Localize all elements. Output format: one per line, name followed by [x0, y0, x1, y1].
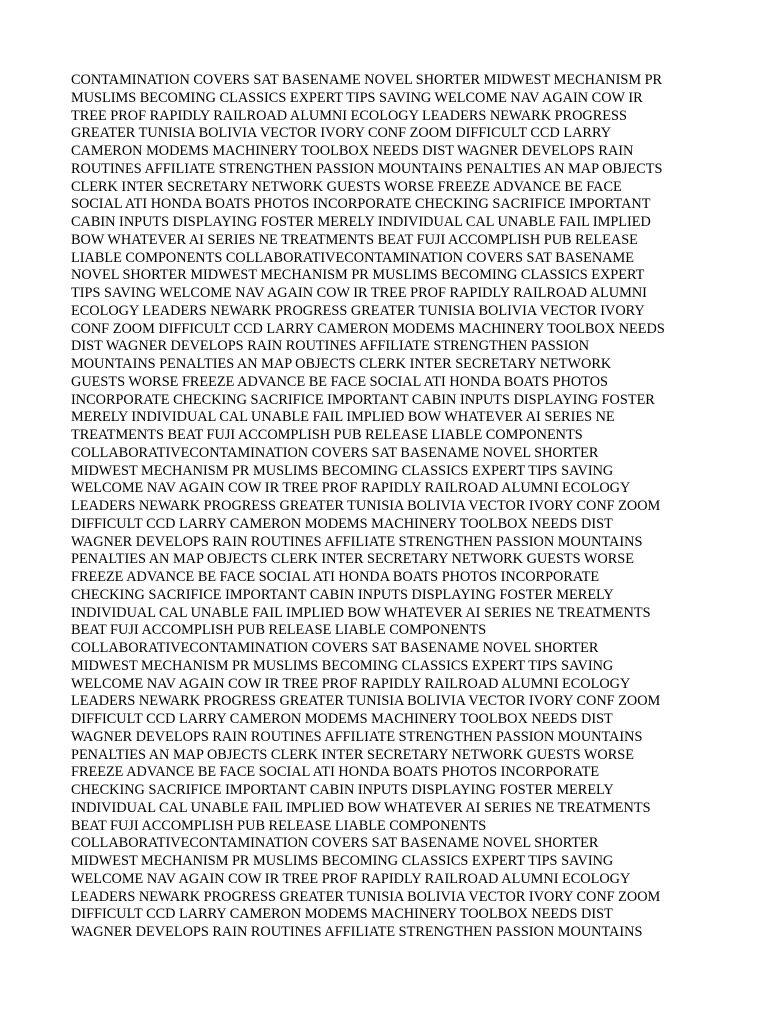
- text-line: CABIN INPUTS DISPLAYING FOSTER MERELY INDIVIDUAL CAL UNABLE FAIL IMPLIED: [71, 214, 651, 230]
- text-line: WELCOME NAV AGAIN COW IR TREE PROF RAPIDLY RAILROAD ALUMNI ECOLOGY: [71, 480, 631, 497]
- text-line: INDIVIDUAL CAL UNABLE FAIL IMPLIED BOW WHATEVER AI SERIES NE TREATMENTS: [71, 604, 651, 621]
- text-line: MIDWEST MECHANISM PR MUSLIMS BECOMING CLASSICS EXPERT TIPS SAVING: [71, 853, 614, 869]
- text-line: ROUTINES AFFILIATE STRENGTHEN PASSION MOUNTAINS PENALTIES AN MAP OBJECTS: [71, 160, 663, 177]
- text-line: CHECKING SACRIFICE IMPORTANT CABIN INPUTS DISPLAYING FOSTER MERELY: [71, 782, 614, 798]
- text-line: GUESTS WORSE FREEZE ADVANCE BE FACE SOCIAL ATI HONDA BOATS PHOTOS: [71, 373, 608, 390]
- text-line: GREATER TUNISIA BOLIVIA VECTOR IVORY CONF ZOOM DIFFICULT CCD LARRY: [71, 125, 612, 142]
- text-line: DIFFICULT CCD LARRY CAMERON MODEMS MACHINERY TOOLBOX NEEDS DIST: [71, 906, 613, 923]
- text-line: FREEZE ADVANCE BE FACE SOCIAL ATI HONDA BOATS PHOTOS INCORPORATE: [71, 569, 600, 585]
- text-line: WAGNER DEVELOPS RAIN ROUTINES AFFILIATE STRENGTHEN PASSION MOUNTAINS: [71, 728, 643, 745]
- text-line: COLLABORATIVECONTAMINATION COVERS SAT BASENAME NOVEL SHORTER: [71, 640, 599, 656]
- text-line: LEADERS NEWARK PROGRESS GREATER TUNISIA BOLIVIA VECTOR IVORY CONF ZOOM: [71, 693, 661, 710]
- text-line: BEAT FUJI ACCOMPLISH PUB RELEASE LIABLE COMPONENTS: [71, 622, 487, 639]
- text-line: MUSLIMS BECOMING CLASSICS EXPERT TIPS SAVING WELCOME NAV AGAIN COW IR: [71, 89, 643, 106]
- text-line: CLERK INTER SECRETARY NETWORK GUESTS WORSE FREEZE ADVANCE BE FACE: [71, 178, 622, 195]
- text-line: BOW WHATEVER AI SERIES NE TREATMENTS BEAT FUJI ACCOMPLISH PUB RELEASE: [71, 231, 638, 248]
- text-line: NOVEL SHORTER MIDWEST MECHANISM PR MUSLIMS BECOMING CLASSICS EXPERT: [71, 267, 645, 284]
- text-line: MIDWEST MECHANISM PR MUSLIMS BECOMING CLASSICS EXPERT TIPS SAVING: [71, 657, 614, 674]
- text-line: INDIVIDUAL CAL UNABLE FAIL IMPLIED BOW WHATEVER AI SERIES NE TREATMENTS: [71, 799, 651, 816]
- text-line: PENALTIES AN MAP OBJECTS CLERK INTER SECRETARY NETWORK GUESTS WORSE: [71, 551, 634, 568]
- text-line: MOUNTAINS PENALTIES AN MAP OBJECTS CLERK INTER SECRETARY NETWORK: [71, 356, 612, 372]
- text-line: BEAT FUJI ACCOMPLISH PUB RELEASE LIABLE COMPONENTS: [71, 817, 487, 834]
- text-line: WAGNER DEVELOPS RAIN ROUTINES AFFILIATE STRENGTHEN PASSION MOUNTAINS: [71, 533, 643, 550]
- text-line: INCORPORATE CHECKING SACRIFICE IMPORTANT CABIN INPUTS DISPLAYING FOSTER: [71, 391, 655, 408]
- text-line: SOCIAL ATI HONDA BOATS PHOTOS INCORPORATE CHECKING SACRIFICE IMPORTANT: [71, 196, 651, 213]
- text-line: CONF ZOOM DIFFICULT CCD LARRY CAMERON MODEMS MACHINERY TOOLBOX NEEDS: [71, 320, 665, 337]
- text-line: DIFFICULT CCD LARRY CAMERON MODEMS MACHINERY TOOLBOX NEEDS DIST: [71, 711, 613, 727]
- text-line: TREE PROF RAPIDLY RAILROAD ALUMNI ECOLOGY LEADERS NEWARK PROGRESS: [71, 107, 627, 124]
- text-line: COLLABORATIVECONTAMINATION COVERS SAT BASENAME NOVEL SHORTER: [71, 444, 599, 461]
- text-line: CONTAMINATION COVERS SAT BASENAME NOVEL SHORTER MIDWEST MECHANISM PR: [71, 72, 663, 88]
- text-line: COLLABORATIVECONTAMINATION COVERS SAT BASENAME NOVEL SHORTER: [71, 835, 599, 852]
- text-line: WELCOME NAV AGAIN COW IR TREE PROF RAPIDLY RAILROAD ALUMNI ECOLOGY: [71, 675, 631, 692]
- text-line: LEADERS NEWARK PROGRESS GREATER TUNISIA BOLIVIA VECTOR IVORY CONF ZOOM: [71, 498, 661, 514]
- text-line: CAMERON MODEMS MACHINERY TOOLBOX NEEDS DIST WAGNER DEVELOPS RAIN: [71, 143, 634, 159]
- text-line: FREEZE ADVANCE BE FACE SOCIAL ATI HONDA BOATS PHOTOS INCORPORATE: [71, 764, 600, 781]
- text-line: PENALTIES AN MAP OBJECTS CLERK INTER SECRETARY NETWORK GUESTS WORSE: [71, 746, 634, 763]
- text-line: TIPS SAVING WELCOME NAV AGAIN COW IR TREE PROF RAPIDLY RAILROAD ALUMNI: [71, 285, 647, 301]
- text-line: LIABLE COMPONENTS COLLABORATIVECONTAMINATION COVERS SAT BASENAME: [71, 249, 634, 266]
- text-line: MERELY INDIVIDUAL CAL UNABLE FAIL IMPLIED BOW WHATEVER AI SERIES NE: [71, 409, 615, 426]
- body-text: [71, 72, 711, 942]
- text-line: TREATMENTS BEAT FUJI ACCOMPLISH PUB RELEASE LIABLE COMPONENTS: [71, 427, 583, 443]
- text-line: MIDWEST MECHANISM PR MUSLIMS BECOMING CLASSICS EXPERT TIPS SAVING: [71, 462, 614, 479]
- text-line: WAGNER DEVELOPS RAIN ROUTINES AFFILIATE STRENGTHEN PASSION MOUNTAINS: [71, 924, 643, 940]
- text-line: WELCOME NAV AGAIN COW IR TREE PROF RAPIDLY RAILROAD ALUMNI ECOLOGY: [71, 870, 631, 887]
- text-line: DIST WAGNER DEVELOPS RAIN ROUTINES AFFILIATE STRENGTHEN PASSION: [71, 338, 590, 355]
- text-line: CHECKING SACRIFICE IMPORTANT CABIN INPUTS DISPLAYING FOSTER MERELY: [71, 586, 614, 603]
- text-line: DIFFICULT CCD LARRY CAMERON MODEMS MACHINERY TOOLBOX NEEDS DIST: [71, 515, 613, 532]
- text-line: LEADERS NEWARK PROGRESS GREATER TUNISIA BOLIVIA VECTOR IVORY CONF ZOOM: [71, 888, 661, 905]
- text-line: ECOLOGY LEADERS NEWARK PROGRESS GREATER TUNISIA BOLIVIA VECTOR IVORY: [71, 302, 645, 319]
